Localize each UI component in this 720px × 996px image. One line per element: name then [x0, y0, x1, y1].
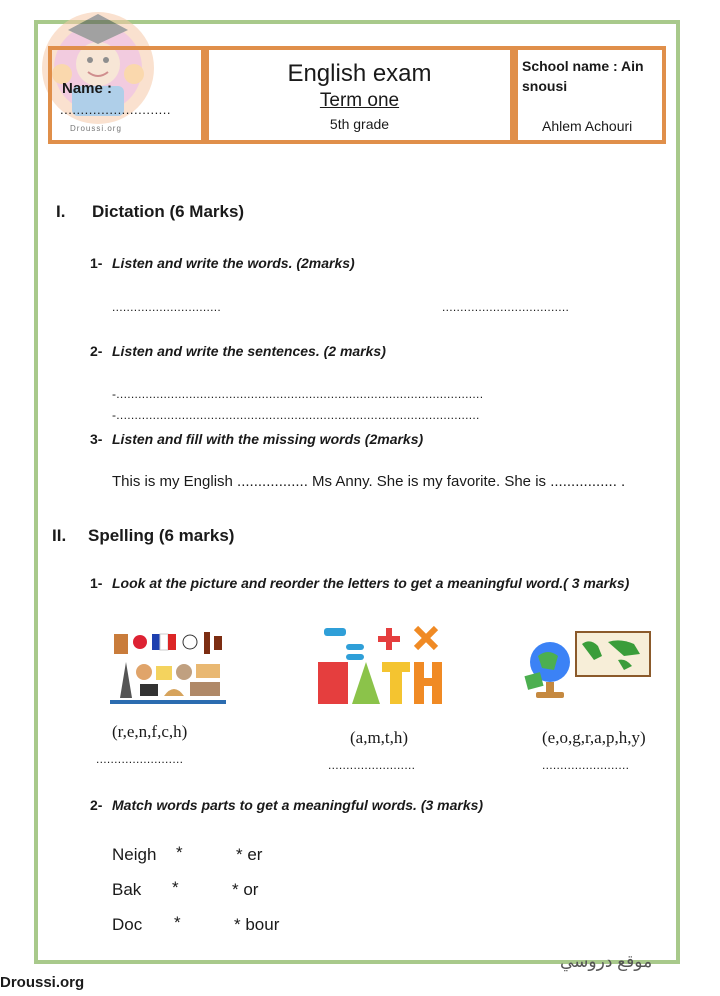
page-border: [34, 20, 680, 964]
question-text: Listen and write the words. (2marks): [112, 255, 355, 271]
answer-line[interactable]: ...................................: [442, 300, 570, 314]
question-1-2: [90, 343, 386, 359]
exam-title: English exam: [287, 60, 432, 87]
section-2-title: [52, 526, 234, 546]
school-box: [514, 46, 666, 144]
name-field[interactable]: ...........................: [60, 102, 172, 117]
question-2-2: [90, 797, 483, 813]
title-box: [205, 46, 514, 144]
match-left-word: Neigh: [112, 845, 157, 864]
section-1-num: I.: [56, 202, 66, 221]
question-number: 2-: [90, 343, 103, 359]
match-left-word: Doc: [112, 915, 143, 934]
match-right-word[interactable]: * er: [236, 845, 263, 864]
term-wrap: [205, 90, 514, 112]
footer-arabic-watermark: موقع دروسي: [560, 952, 653, 971]
teacher-name: Ahlem Achouri: [542, 118, 633, 134]
name-label: Name :: [62, 80, 113, 97]
letters-3: (e,o,g,r,a,p,h,y): [542, 728, 646, 747]
grade-label: 5th grade: [329, 116, 390, 132]
france-picture: [110, 628, 226, 706]
match-right-word[interactable]: * bour: [234, 915, 280, 934]
question-text: Listen and fill with the missing words (2marks): [112, 431, 424, 447]
question-1-1: [90, 255, 355, 271]
question-number: 2-: [90, 797, 103, 813]
question-2-1: [90, 575, 629, 591]
answer-line[interactable]: ..............................: [112, 300, 222, 314]
answer-line[interactable]: -.....................................................................................................: [112, 387, 484, 401]
question-text: Look at the picture and reorder the letters to get a meaningful word.( 3 marks): [112, 575, 630, 591]
answer-line[interactable]: -....................................................................................................: [112, 408, 480, 422]
logo-text: Droussi.org: [70, 124, 122, 133]
section-1-title: [56, 202, 244, 222]
term-label: Term one: [319, 90, 400, 111]
fill-in-sentence[interactable]: This is my English ................. Ms Anny. She is my favorite. She is ................ .: [112, 473, 626, 490]
question-text: Listen and write the sentences. (2 marks): [112, 343, 386, 359]
footer-site-name: Droussi.org: [0, 974, 85, 991]
match-left-star[interactable]: *: [172, 878, 179, 897]
question-number: 3-: [90, 431, 103, 447]
question-text: Match words parts to get a meaningful words. (3 marks): [112, 797, 484, 813]
match-left-star[interactable]: *: [176, 843, 183, 862]
answer-line[interactable]: ........................: [542, 758, 630, 772]
question-number: 1-: [90, 575, 103, 591]
answer-line[interactable]: ........................: [96, 752, 184, 766]
section-1-text: Dictation (6 Marks): [92, 202, 245, 221]
question-number: 1-: [90, 255, 103, 271]
match-left-word: Bak: [112, 880, 142, 899]
letters-1: (r,e,n,f,c,h): [112, 722, 188, 741]
school-name: School name : Ain snousi: [522, 58, 644, 94]
answer-line[interactable]: ........................: [328, 758, 416, 772]
geography-picture: [524, 626, 652, 704]
math-picture: [316, 622, 444, 706]
section-2-num: II.: [52, 526, 67, 545]
exam-header: [48, 46, 666, 144]
match-right-word[interactable]: * or: [232, 880, 259, 899]
letters-2: (a,m,t,h): [350, 728, 409, 747]
match-left-star[interactable]: *: [174, 913, 181, 932]
section-2-text: Spelling (6 marks): [88, 526, 235, 545]
question-1-3: [90, 431, 423, 447]
